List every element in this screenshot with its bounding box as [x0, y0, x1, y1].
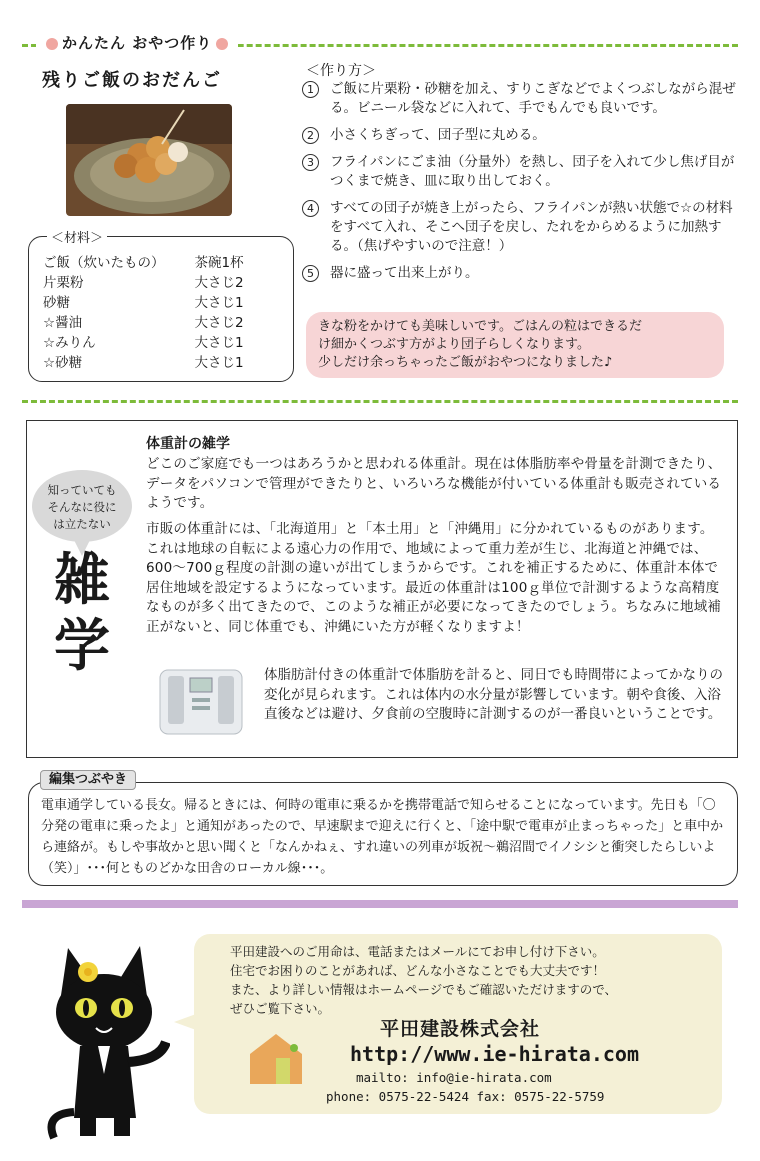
materials-table [43, 251, 244, 371]
materials-heading: ＜材料＞ [47, 227, 107, 246]
step-number: 5 [302, 265, 319, 282]
materials-box [28, 231, 294, 382]
website-link[interactable]: http://www.ie-hirata.com [350, 1042, 639, 1066]
material-row: ☆醤油 大さじ2 [43, 315, 244, 331]
purple-divider [22, 900, 738, 908]
contact-message: 平田建設へのご用命は、電話またはメールにてお申し付け下さい。 住宅でお困りのことがあれば、どんな小さなことでも大丈夫です！ また、より詳しい情報はホームページでもご確認いただけますので、 ぜひご覧下さい。 [230, 944, 618, 1016]
body-fat-scale-image [156, 664, 246, 738]
middle-dashed-divider [22, 400, 738, 403]
house-logo-icon [246, 1030, 308, 1086]
recipe-title: 残りご飯のおだんご [42, 70, 222, 91]
recipe-note: きな粉をかけても美味しいです。ごはんの粒はできるだ け細かくつぶす方がより団子らしくなります。 少しだけ余っちゃったご飯がおやつになりました♪ [306, 312, 724, 378]
howto-heading: ＜作り方＞ [306, 63, 376, 79]
section-tag-recipe: かんたん おやつ作り [36, 32, 238, 53]
trivia-paragraph: 体脂肪計付きの体重計で体脂肪を計ると、同日でも時間帯によってかなりの変化が見られます。これは体内の水分量が影響しています。朝や食後、入浴直後などは避け、夕食前の空腹時に計測するのが一番良いということです。 [264, 667, 723, 722]
speech-bubble: 知っていても そんなに役に は立たない [32, 470, 132, 542]
column-tag: 編集つぶやき [40, 770, 136, 790]
flower-icon [46, 38, 58, 50]
step-item: 3 フライパンにごま油（分量外）を熱し、団子を入れて少し焦げ目がつくまで焼き、皿に取り出しておく。 [300, 153, 740, 191]
trivia-paragraph: どこのご家庭でも一つはあろうかと思われる体重計。現在は体脂肪率や骨量を計測できたり、データをパソコンで管理ができたりと、いろいろな機能が付いている体重計も販売されているようです。 [146, 456, 722, 511]
email-link[interactable]: mailto: info@ie-hirata.com [356, 1070, 552, 1085]
material-row: ☆みりん 大さじ1 [43, 335, 244, 351]
column-box: 電車通学している長女。帰るときには、何時の電車に乗るかを携帯電話で知らせることになっています。先日も「〇分発の電車に乗ったよ」と通知があったので、早速駅まで迎えに行くと、「途中駅で電車が止まっちゃった」と車中から連絡が。もしや事故かと思い聞くと「なんかねぇ、すれ違いの列車が坂祝～鵜沼間でイノシシと衝突したらしいよ（笑）」･･･何とものどかな田舎のローカル線･･･。 [28, 782, 738, 886]
step-number: 2 [302, 127, 319, 144]
dango-photo [66, 104, 232, 216]
material-row: ご飯（炊いたもの） 茶碗1杯 [43, 255, 244, 271]
trivia-title: 体重計の雑学 [146, 436, 230, 452]
material-row: 片栗粉 大さじ2 [43, 275, 244, 291]
steps-list [300, 80, 740, 291]
trivia-paragraph: 市販の体重計には、「北海道用」と「本土用」と「沖縄用」に分かれているものがあります。これは地球の自転による遠心力の作用で、地域によって重力差が生じ、北海道と沖縄では、600～700ｇ程度の計測の違いが出てしまうからです。これを補正するために、体重計本体で居住地域を設定するようになっています。最近の体重計は100ｇ単位で計測するような高精度なものが多く出てきたので、このような補正が必要になってきたのでしょう。ちなみに地域補正がないと、同じ体重でも、沖縄にいた方が軽くなりますよ！ [146, 521, 722, 635]
step-item: 4 すべての団子が焼き上がったら、フライパンが熱い状態で☆の材料をすべて入れ、そこへ団子を戻し、たれをからめるように加熱する。（焦げやすいので注意！） [300, 199, 740, 256]
step-item: 5 器に盛って出来上がり。 [300, 264, 740, 283]
step-number: 3 [302, 154, 319, 171]
step-item: 1 ご飯に片栗粉・砂糖を加え、すりこぎなどでよくつぶしながら混ぜる。ビニール袋などに入れて、手でもんでも良いです。 [300, 80, 740, 118]
step-item: 2 小さくちぎって、団子型に丸める。 [300, 126, 740, 145]
material-row: 砂糖 大さじ1 [43, 295, 244, 311]
step-number: 4 [302, 200, 319, 217]
trivia-big-label: 雑学 [54, 548, 110, 679]
flower-icon [216, 38, 228, 50]
black-cat-mascot [40, 942, 170, 1142]
step-number: 1 [302, 81, 319, 98]
material-row: ☆砂糖 大さじ1 [43, 355, 244, 371]
company-name: 平田建設株式会社 [380, 1018, 541, 1040]
phone-fax: phone: 0575-22-5424 fax: 0575-22-5759 [326, 1089, 605, 1104]
